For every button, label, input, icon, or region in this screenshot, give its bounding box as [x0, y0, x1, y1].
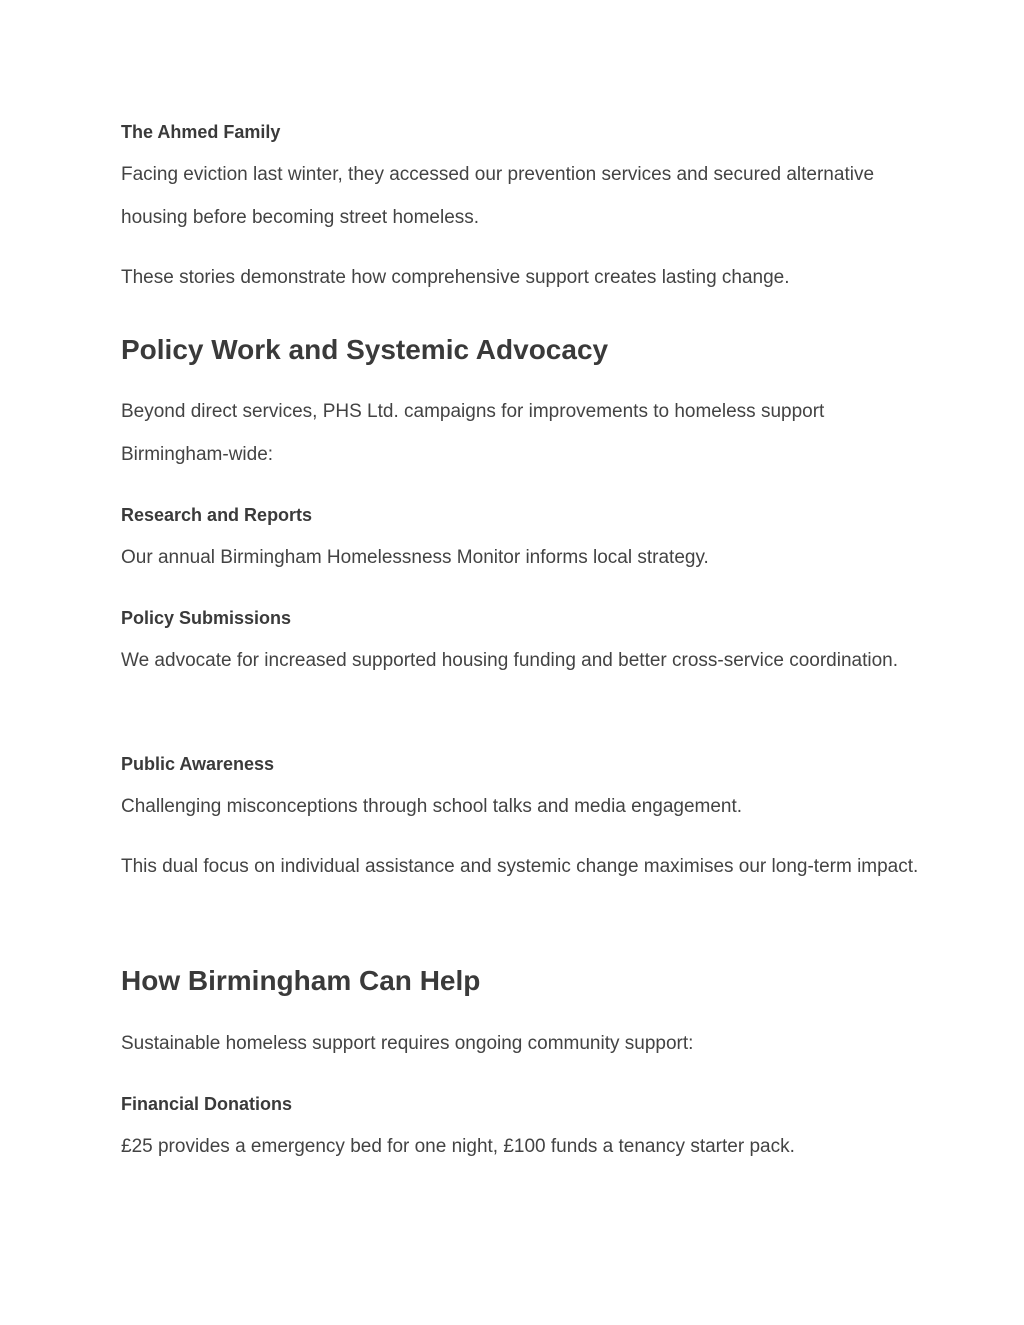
help-item-body: £25 provides a emergency bed for one night, £100 funds a tenancy starter pack. [121, 1136, 795, 1157]
help-item-title: Financial Donations [121, 1094, 293, 1114]
story-summary: These stories demonstrate how comprehensive support creates lasting change. [121, 267, 790, 288]
story-body: Facing eviction last winter, they accessed our prevention services and secured alternative housing before becoming street homeless. [121, 164, 875, 228]
policy-item-body: Challenging misconceptions through school talks and media engagement. [121, 796, 743, 817]
help-heading: How Birmingham Can Help [121, 965, 481, 996]
story-title: The Ahmed Family [121, 122, 281, 142]
policy-closing: This dual focus on individual assistance and systemic change maximises our long-term impact. [121, 856, 919, 877]
policy-item-title: Research and Reports [121, 505, 313, 525]
policy-intro: Beyond direct services, PHS Ltd. campaigns for improvements to homeless support Birmingham-wide: [121, 401, 825, 465]
policy-item-title: Public Awareness [121, 754, 275, 774]
policy-item-body: Our annual Birmingham Homelessness Monitor informs local strategy. [121, 547, 709, 568]
help-intro: Sustainable homeless support requires ongoing community support: [121, 1033, 694, 1054]
policy-item-body: We advocate for increased supported housing funding and better cross-service coordination. [121, 650, 898, 671]
policy-heading: Policy Work and Systemic Advocacy [121, 334, 609, 365]
policy-item-title: Policy Submissions [121, 608, 292, 628]
